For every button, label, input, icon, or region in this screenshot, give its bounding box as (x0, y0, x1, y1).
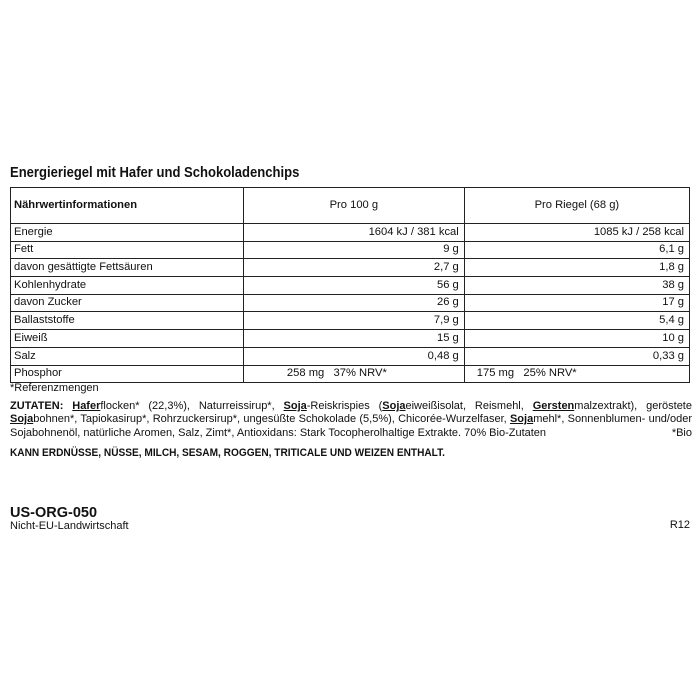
value-per-bar: 17 g (662, 296, 684, 309)
table-header-row (11, 188, 690, 224)
value-per-bar: 175 mg 25% NRV* (476, 367, 577, 380)
allergen-highlight: Hafer (72, 400, 101, 412)
value-per-100g: 258 mg 37% NRV* (286, 367, 387, 380)
ingredients-prefix: ZUTATEN: (10, 400, 64, 412)
ingredients-segment: malzextrakt), geröstete (574, 400, 692, 412)
row-label: davon Zucker (11, 294, 244, 312)
allergen-highlight: Soja (283, 400, 307, 412)
ingredients-segment: mehl*, Sonnenblumen- und/oder Sojabohnenöl, natürliche Aromen, Salz, Zimt*, Antioxidans: Stark Tocopherolhaltige Extrakte. 70% Bio-Zutaten (10, 413, 692, 439)
table-row (11, 294, 690, 312)
value-per-100g: 1604 kJ / 381 kcal (368, 225, 459, 238)
value-per-100g: 0,48 g (427, 349, 459, 362)
allergen-highlight: Soja (10, 413, 34, 426)
value-per-bar: 6,1 g (659, 243, 684, 256)
ingredients-text (10, 400, 692, 440)
organic-cert-code: US-ORG-050 (10, 505, 98, 521)
nutrition-table (10, 187, 690, 383)
value-per-bar: 1085 kJ / 258 kcal (593, 225, 684, 238)
table-row (11, 365, 690, 383)
allergen-highlight: Soja (509, 413, 534, 426)
header-label: Nährwertinformationen (11, 188, 244, 224)
agriculture-origin: Nicht-EU-Landwirtschaft (10, 520, 129, 532)
table-row (11, 224, 690, 242)
table-row (11, 277, 690, 295)
allergen-highlight: Soja (382, 400, 406, 412)
row-label: Kohlenhydrate (11, 277, 244, 295)
ingredients-segment: -Reiskrispies ( (306, 400, 383, 412)
allergen-warning: KANN ERDNÜSSE, NÜSSE, MILCH, SESAM, ROGGEN, TRITICALE UND WEIZEN ENTHALT. (10, 447, 445, 459)
row-label: Phosphor (11, 365, 244, 383)
ingredients-segment: flocken* (22,3%), Naturreissirup*, (100, 400, 284, 412)
table-row (11, 312, 690, 330)
bio-marker: *Bio (671, 426, 692, 439)
table-row (11, 330, 690, 348)
ingredients-segment: eiweißisolat, Reismehl, (405, 400, 533, 412)
value-per-bar: 38 g (662, 278, 684, 291)
value-per-100g: 9 g (443, 243, 459, 256)
row-label: Salz (11, 347, 244, 365)
table-row (11, 347, 690, 365)
value-per-100g: 7,9 g (433, 314, 459, 327)
value-per-100g: 2,7 g (433, 261, 459, 274)
reference-footnote: *Referenzmengen (10, 382, 99, 394)
value-per-bar: 5,4 g (659, 314, 684, 327)
table-row (11, 241, 690, 259)
value-per-100g: 26 g (436, 296, 459, 309)
row-label: davon gesättigte Fettsäuren (11, 259, 244, 277)
allergen-highlight: Gersten (532, 400, 575, 412)
row-label: Ballaststoffe (11, 312, 244, 330)
ingredients-segment: bohnen*, Tapiokasirup*, Rohrzuckersirup*, ungesüßte Schokolade (5,5%), Chicorée-Wurzelfaser, (33, 413, 510, 426)
table-row (11, 259, 690, 277)
row-label: Eiweiß (11, 330, 244, 348)
value-per-bar: 10 g (662, 331, 684, 344)
value-per-bar: 1,8 g (659, 261, 684, 274)
reference-code: R12 (669, 519, 690, 531)
value-per-bar: 0,33 g (652, 349, 684, 362)
header-per-bar: Pro Riegel (68 g) (464, 188, 689, 224)
value-per-100g: 56 g (436, 278, 459, 291)
product-title: Energieriegel mit Hafer und Schokoladenchips (10, 165, 300, 181)
header-per-100g: Pro 100 g (243, 188, 464, 224)
row-label: Fett (11, 241, 244, 259)
value-per-100g: 15 g (436, 331, 459, 344)
row-label: Energie (11, 224, 244, 242)
